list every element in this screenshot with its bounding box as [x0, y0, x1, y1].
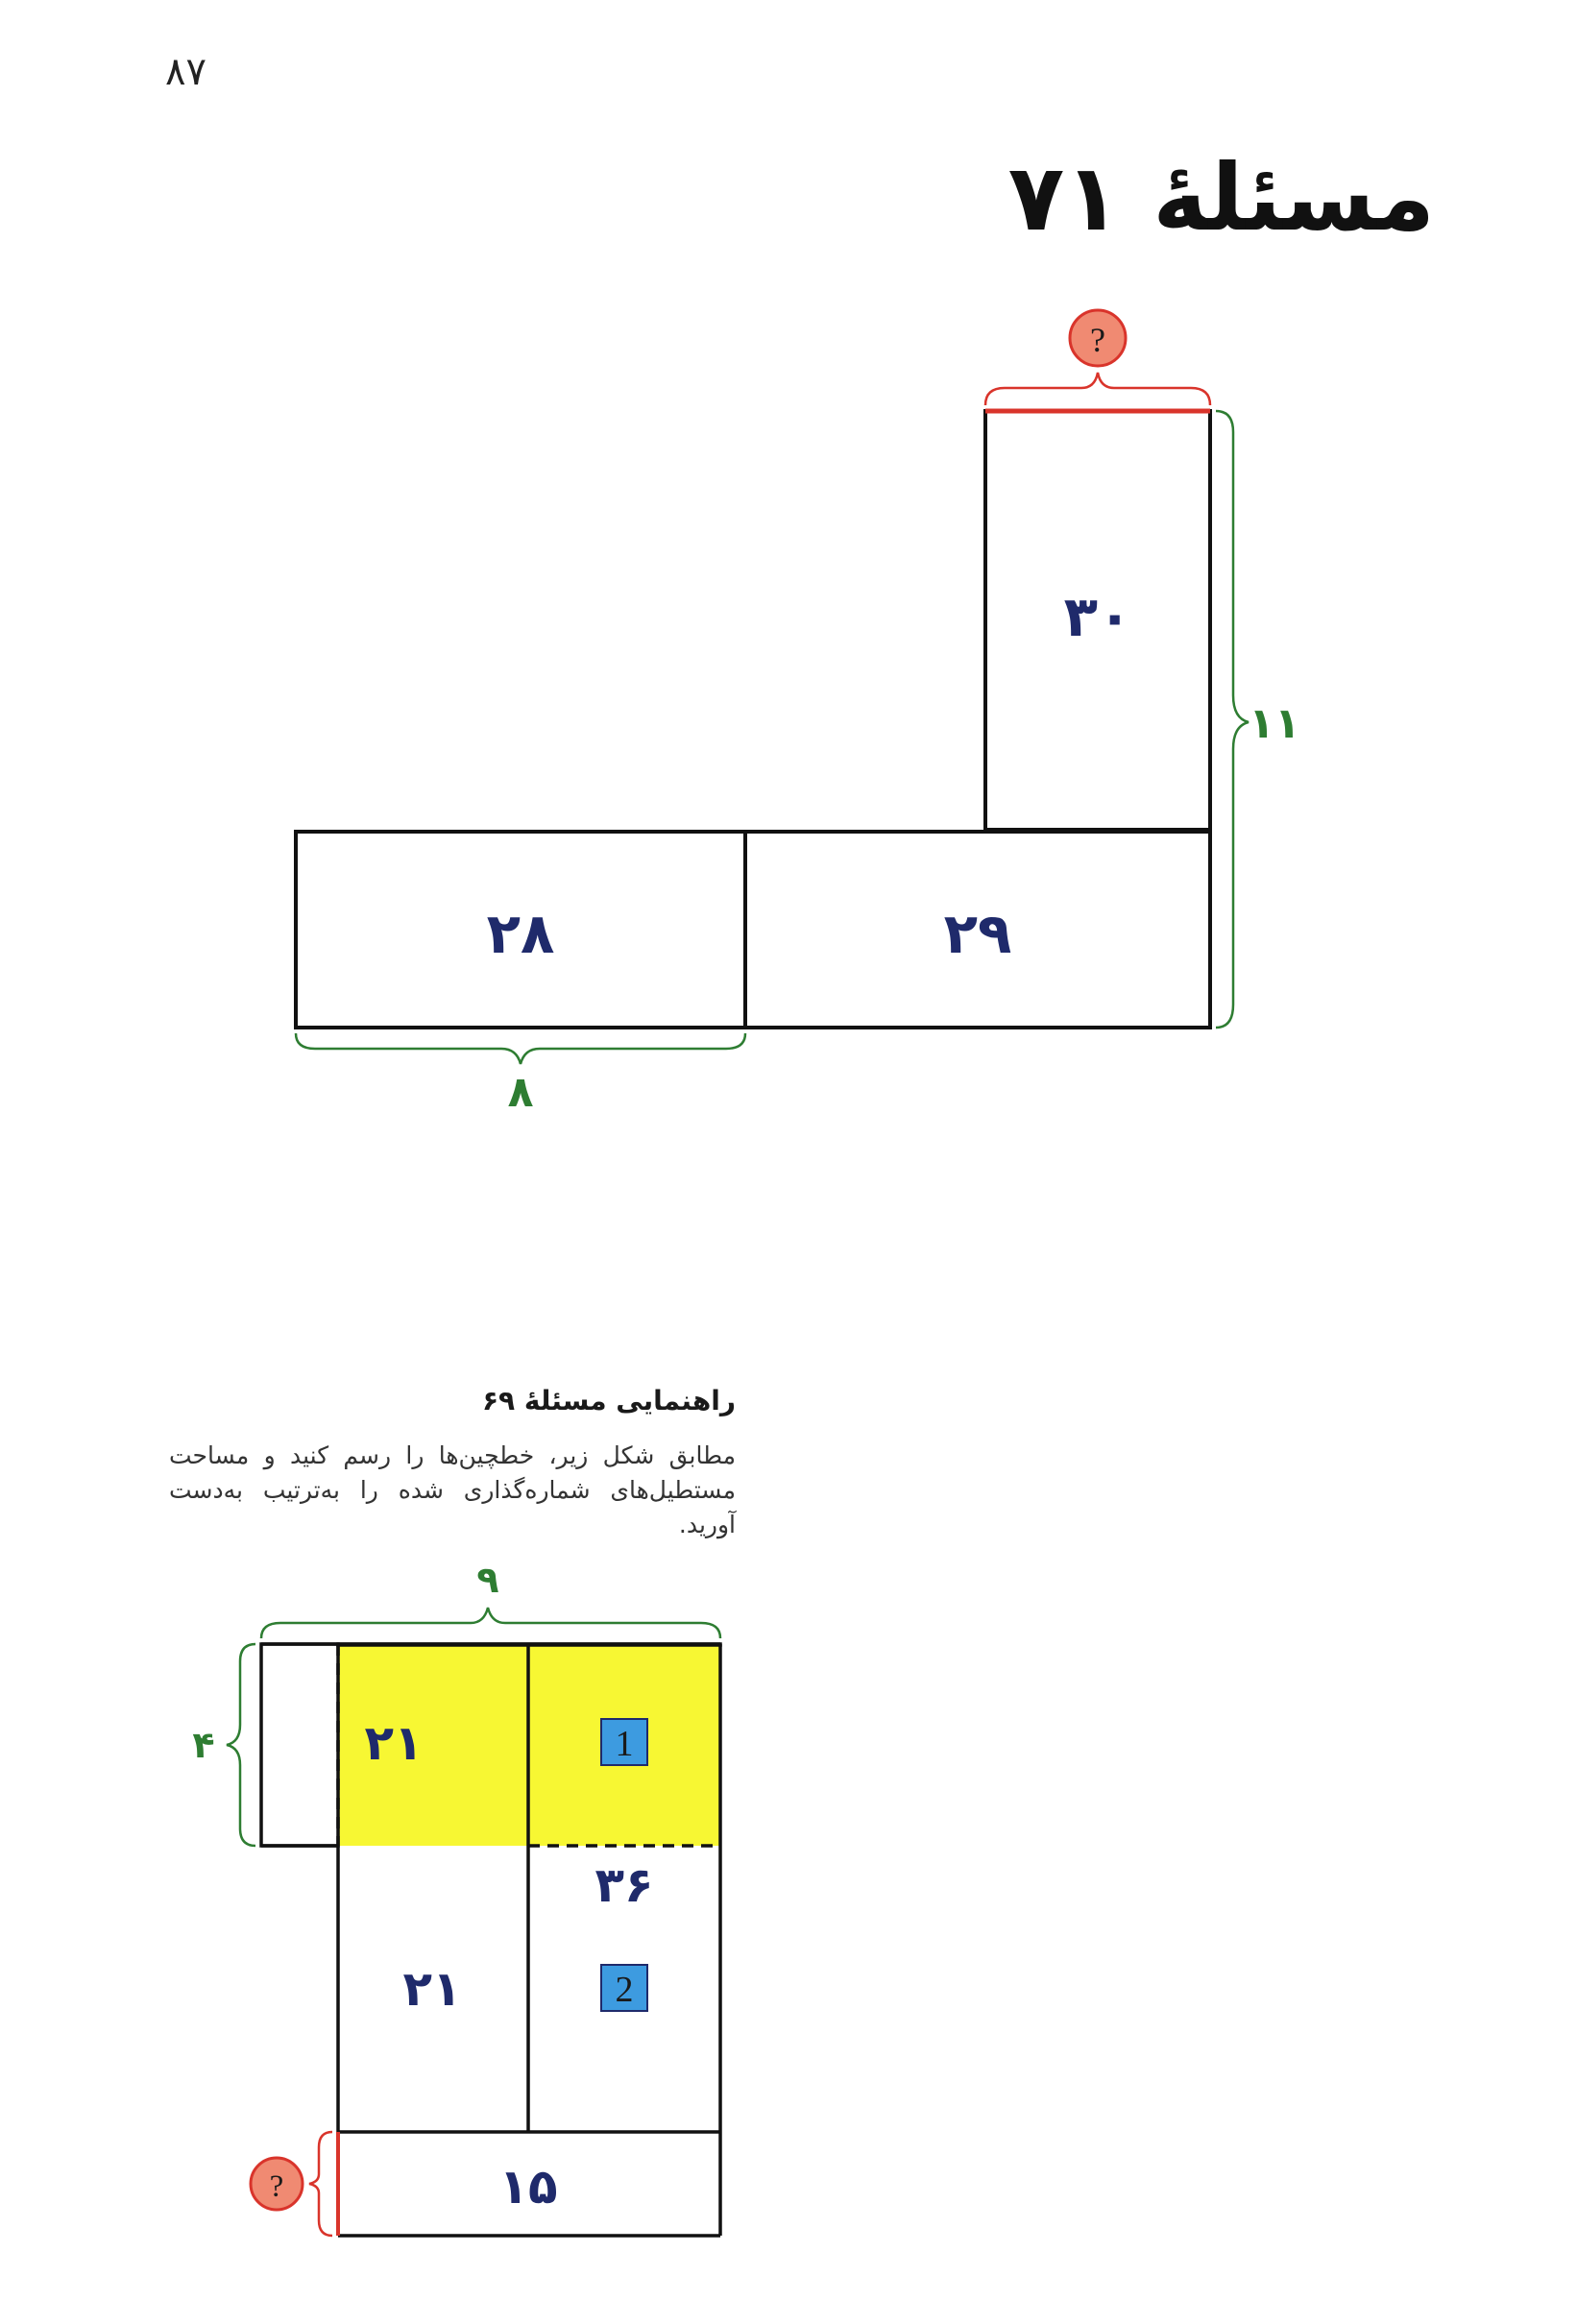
- page-number: ۸۷: [165, 50, 206, 94]
- bottom-figure: [0, 1537, 1577, 2305]
- height-label-top: ۱۱: [1249, 699, 1300, 748]
- top-green-brace-bottom: [261, 1608, 720, 1638]
- badge-1-label: 1: [615, 1724, 634, 1764]
- top-red-brace: [985, 373, 1210, 405]
- top-figure: [0, 0, 1577, 1152]
- hint-title: راهنمایی مسئلهٔ ۶۹: [481, 1385, 736, 1416]
- hint-text: مطابق شکل زیر، خطچین‌ها را رسم کنید و مساحت مستطیل‌های شماره‌گذاری شده را به‌ترتیب به‌دست آورید.: [169, 1441, 736, 1538]
- width-label-bottom: ۹: [476, 1559, 499, 1601]
- height-label-bottom: ۴: [192, 1724, 215, 1766]
- area-label-36: ۳۶: [594, 1857, 654, 1913]
- left-green-brace-bottom: [227, 1644, 255, 1846]
- left-narrow-rectangle: [261, 1644, 338, 1846]
- badge-2-label: 2: [615, 1970, 634, 2010]
- right-green-brace: [1216, 411, 1249, 1028]
- left-red-brace-bottom: [309, 2132, 332, 2236]
- area-label-strip: ۱۵: [498, 2159, 558, 2215]
- area-label-yellow: ۲۱: [364, 1715, 424, 1771]
- question-mark-top: ?: [1090, 321, 1105, 359]
- question-mark-bottom: ?: [269, 2169, 284, 2204]
- area-label-tall: ۳۰: [1063, 584, 1132, 649]
- area-label-left: ۲۸: [486, 901, 555, 966]
- bottom-green-brace: [296, 1033, 745, 1064]
- area-label-middle: ۲۹: [943, 901, 1012, 966]
- page-title: مسئلهٔ ۷۱: [1007, 144, 1435, 252]
- width-label-top: ۸: [507, 1068, 534, 1117]
- area-label-lower-left: ۲۱: [402, 1961, 462, 2017]
